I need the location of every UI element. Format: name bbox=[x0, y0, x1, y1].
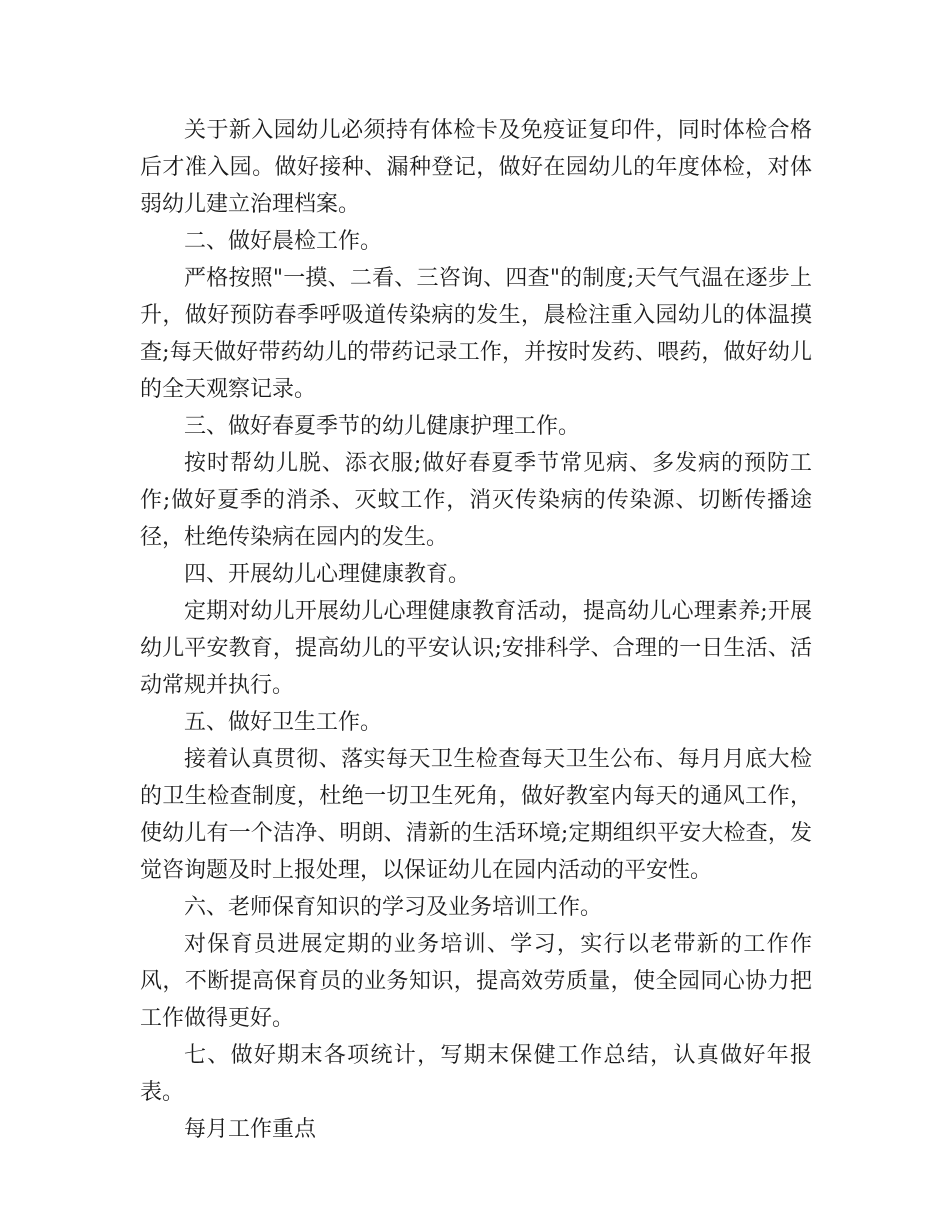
section-heading-2: 二、做好晨检工作。 bbox=[184, 229, 383, 254]
paragraph-seasonal-care: 按时帮幼儿脱、添衣服;做好春夏季节常见病、多发病的预防工作;做好夏季的消杀、灭蚊工作，消灭传染病的传染源、切断传播途径，杜绝传染病在园内的发生。 bbox=[140, 451, 812, 550]
paragraph-mental-health: 定期对幼儿开展幼儿心理健康教育活动，提高幼儿心理素养;开展幼儿平安教育，提高幼儿的平安认识;安排科学、合理的一日生活、活动常规并执行。 bbox=[140, 599, 812, 698]
document-body bbox=[140, 112, 812, 1148]
paragraph-hygiene: 接着认真贯彻、落实每天卫生检查每天卫生公布、每月月底大检的卫生检查制度，杜绝一切卫生死角，做好教室内每天的通风工作，使幼儿有一个洁净、明朗、清新的生活环境;定期组织平安大检查，发觉咨询题及时上报处理，以保证幼儿在园内活动的平安性。 bbox=[140, 747, 812, 883]
section-heading-3: 三、做好春夏季节的幼儿健康护理工作。 bbox=[184, 414, 581, 439]
section-heading-4: 四、开展幼儿心理健康教育。 bbox=[184, 562, 471, 587]
section-heading-6: 六、老师保育知识的学习及业务培训工作。 bbox=[184, 895, 603, 920]
paragraph-morning-check: 严格按照"一摸、二看、三咨询、四查"的制度;天气气温在逐步上升，做好预防春季呼吸道传染病的发生，晨检注重入园幼儿的体温摸查;每天做好带药幼儿的带药记录工作，并按时发药、喂药，做好幼儿的全天观察记录。 bbox=[140, 266, 812, 402]
section-heading-5: 五、做好卫生工作。 bbox=[184, 710, 383, 735]
section-heading-7: 七、做好期末各项统计，写期末保健工作总结，认真做好年报表。 bbox=[140, 1043, 812, 1105]
paragraph-training: 对保育员进展定期的业务培训、学习，实行以老带新的工作作风，不断提高保育员的业务知识，提高效劳质量，使全园同心协力把工作做得更好。 bbox=[140, 932, 812, 1031]
monthly-focus-heading: 每月工作重点 bbox=[184, 1117, 317, 1142]
paragraph-intro: 关于新入园幼儿必须持有体检卡及免疫证复印件，同时体检合格后才准入园。做好接种、漏种登记，做好在园幼儿的年度体检，对体弱幼儿建立治理档案。 bbox=[140, 118, 812, 217]
